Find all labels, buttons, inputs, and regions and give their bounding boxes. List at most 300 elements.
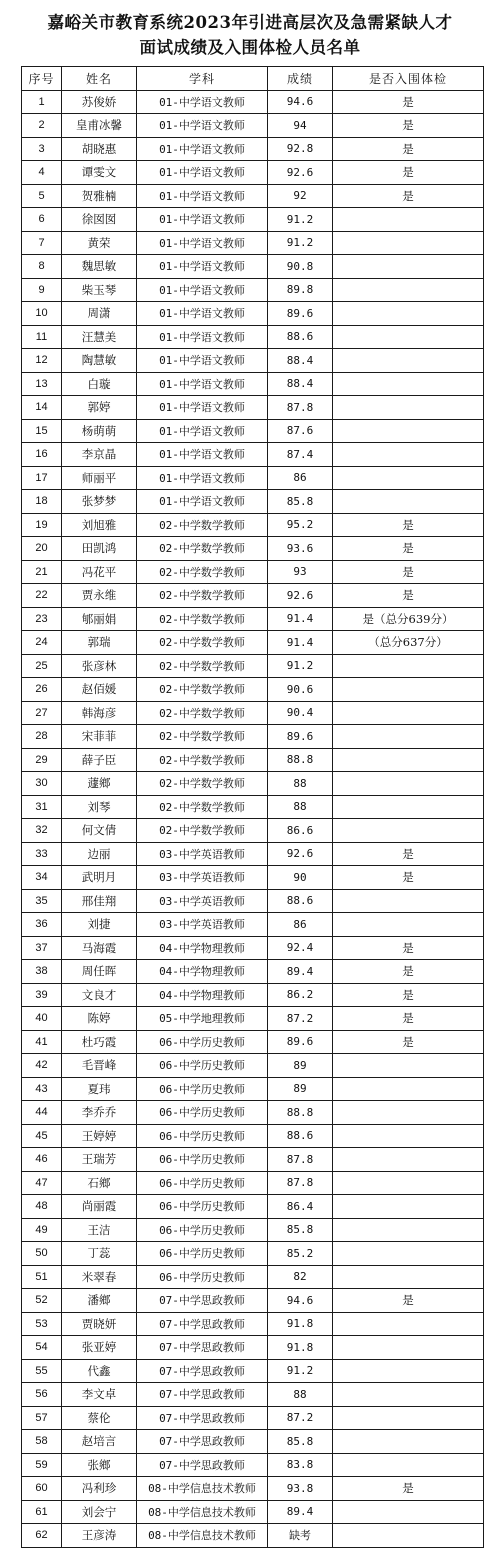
row-score: 94.6 <box>268 90 333 114</box>
row-name: 陈婷 <box>62 1007 137 1031</box>
row-subject: 07-中学思政教师 <box>137 1359 268 1383</box>
table-row <box>22 1524 484 1548</box>
row-index: 42 <box>22 1054 62 1078</box>
row-score: 86 <box>268 913 333 937</box>
row-subject: 02-中学数学教师 <box>137 748 268 772</box>
row-index: 4 <box>22 161 62 185</box>
row-score: 88.8 <box>268 1101 333 1125</box>
table-row <box>22 1289 484 1313</box>
row-subject: 06-中学历史教师 <box>137 1077 268 1101</box>
row-index: 55 <box>22 1359 62 1383</box>
row-index: 52 <box>22 1289 62 1313</box>
row-physical-exam <box>333 1148 484 1172</box>
table-row <box>22 819 484 843</box>
row-name: 王洁 <box>62 1218 137 1242</box>
table-row <box>22 114 484 138</box>
row-index: 56 <box>22 1383 62 1407</box>
row-subject: 01-中学语文教师 <box>137 466 268 490</box>
row-physical-exam: 是 <box>333 1030 484 1054</box>
row-index: 39 <box>22 983 62 1007</box>
row-subject: 06-中学历史教师 <box>137 1030 268 1054</box>
row-score: 88.6 <box>268 1124 333 1148</box>
table-row <box>22 349 484 373</box>
row-subject: 06-中学历史教师 <box>137 1101 268 1125</box>
row-physical-exam: 是 <box>333 1477 484 1501</box>
row-score: 89 <box>268 1054 333 1078</box>
table-row <box>22 1312 484 1336</box>
row-physical-exam <box>333 1265 484 1289</box>
row-subject: 06-中学历史教师 <box>137 1148 268 1172</box>
row-name: 周任晖 <box>62 960 137 984</box>
row-physical-exam <box>333 208 484 232</box>
table-row <box>22 654 484 678</box>
row-name: 文良才 <box>62 983 137 1007</box>
row-score: 90 <box>268 866 333 890</box>
row-physical-exam <box>333 1312 484 1336</box>
row-score: 89.4 <box>268 960 333 984</box>
row-index: 59 <box>22 1453 62 1477</box>
row-name: 石鄉 <box>62 1171 137 1195</box>
row-name: 黄荣 <box>62 231 137 255</box>
row-physical-exam: 是 <box>333 584 484 608</box>
row-score: 91.8 <box>268 1312 333 1336</box>
row-index: 43 <box>22 1077 62 1101</box>
row-physical-exam <box>333 1453 484 1477</box>
row-name: 李京晶 <box>62 443 137 467</box>
row-score: 88.6 <box>268 325 333 349</box>
table-row <box>22 1265 484 1289</box>
row-name: 何文倩 <box>62 819 137 843</box>
table-row <box>22 748 484 772</box>
row-subject: 01-中学语文教师 <box>137 302 268 326</box>
row-name: 宋菲菲 <box>62 725 137 749</box>
row-index: 19 <box>22 513 62 537</box>
row-index: 6 <box>22 208 62 232</box>
row-physical-exam <box>333 490 484 514</box>
row-subject: 01-中学语文教师 <box>137 325 268 349</box>
row-subject: 04-中学物理教师 <box>137 960 268 984</box>
row-physical-exam <box>333 1430 484 1454</box>
table-row <box>22 90 484 114</box>
row-name: 赵佰媛 <box>62 678 137 702</box>
row-subject: 07-中学思政教师 <box>137 1383 268 1407</box>
table-row <box>22 1030 484 1054</box>
row-name: 毛晋峰 <box>62 1054 137 1078</box>
row-physical-exam <box>333 1054 484 1078</box>
table-row <box>22 795 484 819</box>
row-physical-exam <box>333 302 484 326</box>
row-score: 88.4 <box>268 372 333 396</box>
row-name: 郭瑞 <box>62 631 137 655</box>
row-subject: 03-中学英语教师 <box>137 889 268 913</box>
row-index: 17 <box>22 466 62 490</box>
row-subject: 03-中学英语教师 <box>137 842 268 866</box>
row-score: 89.6 <box>268 302 333 326</box>
table-row <box>22 278 484 302</box>
table-row <box>22 1007 484 1031</box>
row-name: 冯利珍 <box>62 1477 137 1501</box>
row-index: 27 <box>22 701 62 725</box>
row-name: 冯花平 <box>62 560 137 584</box>
row-name: 代鑫 <box>62 1359 137 1383</box>
row-name: 郇丽娟 <box>62 607 137 631</box>
row-index: 28 <box>22 725 62 749</box>
row-index: 37 <box>22 936 62 960</box>
row-score: 87.2 <box>268 1406 333 1430</box>
row-name: 潘鄉 <box>62 1289 137 1313</box>
row-index: 32 <box>22 819 62 843</box>
row-subject: 01-中学语文教师 <box>137 278 268 302</box>
row-subject: 02-中学数学教师 <box>137 701 268 725</box>
row-subject: 02-中学数学教师 <box>137 607 268 631</box>
row-index: 5 <box>22 184 62 208</box>
table-row <box>22 1453 484 1477</box>
row-subject: 01-中学语文教师 <box>137 419 268 443</box>
row-physical-exam: 是 <box>333 960 484 984</box>
row-name: 刘会宁 <box>62 1500 137 1524</box>
row-subject: 02-中学数学教师 <box>137 560 268 584</box>
row-physical-exam <box>333 701 484 725</box>
row-score: 92 <box>268 184 333 208</box>
table-row <box>22 631 484 655</box>
table-row <box>22 1054 484 1078</box>
row-index: 41 <box>22 1030 62 1054</box>
row-physical-exam: 是 <box>333 161 484 185</box>
row-subject: 02-中学数学教师 <box>137 772 268 796</box>
row-score: 87.8 <box>268 396 333 420</box>
row-index: 50 <box>22 1242 62 1266</box>
table-row <box>22 607 484 631</box>
row-subject: 01-中学语文教师 <box>137 161 268 185</box>
table-row <box>22 889 484 913</box>
row-index: 35 <box>22 889 62 913</box>
row-index: 15 <box>22 419 62 443</box>
row-physical-exam: 是 <box>333 1289 484 1313</box>
row-name: 汪慧美 <box>62 325 137 349</box>
row-physical-exam <box>333 1124 484 1148</box>
row-score: 89.4 <box>268 1500 333 1524</box>
row-physical-exam: 是 <box>333 137 484 161</box>
row-physical-exam <box>333 772 484 796</box>
row-physical-exam <box>333 678 484 702</box>
row-score: 90.4 <box>268 701 333 725</box>
row-index: 25 <box>22 654 62 678</box>
row-score: 85.8 <box>268 1218 333 1242</box>
table-row <box>22 513 484 537</box>
row-name: 王瑞芳 <box>62 1148 137 1172</box>
table-row <box>22 842 484 866</box>
row-subject: 07-中学思政教师 <box>137 1312 268 1336</box>
row-name: 郭婷 <box>62 396 137 420</box>
row-subject: 07-中学思政教师 <box>137 1430 268 1454</box>
row-name: 王彦涛 <box>62 1524 137 1548</box>
row-subject: 08-中学信息技术教师 <box>137 1477 268 1501</box>
row-name: 夏玮 <box>62 1077 137 1101</box>
row-score: 92.6 <box>268 161 333 185</box>
row-index: 44 <box>22 1101 62 1125</box>
table-row <box>22 1101 484 1125</box>
row-physical-exam <box>333 1171 484 1195</box>
row-physical-exam <box>333 1101 484 1125</box>
row-score: 89.6 <box>268 725 333 749</box>
row-subject: 01-中学语文教师 <box>137 137 268 161</box>
row-score: 91.4 <box>268 631 333 655</box>
row-subject: 08-中学信息技术教师 <box>137 1524 268 1548</box>
row-score: 91.8 <box>268 1336 333 1360</box>
row-index: 40 <box>22 1007 62 1031</box>
table-row <box>22 372 484 396</box>
row-subject: 01-中学语文教师 <box>137 349 268 373</box>
row-name: 杨萌萌 <box>62 419 137 443</box>
row-name: 白璇 <box>62 372 137 396</box>
row-physical-exam <box>333 231 484 255</box>
table-row <box>22 1430 484 1454</box>
row-subject: 06-中学历史教师 <box>137 1054 268 1078</box>
row-subject: 07-中学思政教师 <box>137 1406 268 1430</box>
row-index: 46 <box>22 1148 62 1172</box>
row-index: 30 <box>22 772 62 796</box>
row-subject: 03-中学英语教师 <box>137 866 268 890</box>
row-subject: 01-中学语文教师 <box>137 396 268 420</box>
row-physical-exam: 是 <box>333 560 484 584</box>
row-index: 18 <box>22 490 62 514</box>
row-name: 米翠春 <box>62 1265 137 1289</box>
row-index: 60 <box>22 1477 62 1501</box>
row-index: 3 <box>22 137 62 161</box>
row-score: 92.6 <box>268 842 333 866</box>
row-physical-exam <box>333 1077 484 1101</box>
row-index: 24 <box>22 631 62 655</box>
row-score: 90.6 <box>268 678 333 702</box>
row-score: 85.8 <box>268 1430 333 1454</box>
table-row <box>22 1406 484 1430</box>
row-subject: 04-中学物理教师 <box>137 983 268 1007</box>
row-physical-exam <box>333 819 484 843</box>
row-subject: 02-中学数学教师 <box>137 654 268 678</box>
row-subject: 06-中学历史教师 <box>137 1265 268 1289</box>
table-row <box>22 208 484 232</box>
row-index: 34 <box>22 866 62 890</box>
row-score: 缺考 <box>268 1524 333 1548</box>
row-name: 谭雯文 <box>62 161 137 185</box>
table-row <box>22 1124 484 1148</box>
row-index: 36 <box>22 913 62 937</box>
row-score: 91.4 <box>268 607 333 631</box>
row-name: 胡晓惠 <box>62 137 137 161</box>
row-score: 82 <box>268 1265 333 1289</box>
row-subject: 02-中学数学教师 <box>137 819 268 843</box>
row-subject: 02-中学数学教师 <box>137 537 268 561</box>
row-name: 柴玉琴 <box>62 278 137 302</box>
row-score: 92.4 <box>268 936 333 960</box>
row-score: 90.8 <box>268 255 333 279</box>
row-subject: 02-中学数学教师 <box>137 795 268 819</box>
row-index: 48 <box>22 1195 62 1219</box>
row-score: 89.8 <box>268 278 333 302</box>
table-row <box>22 490 484 514</box>
row-physical-exam: 是 <box>333 114 484 138</box>
row-physical-exam <box>333 654 484 678</box>
header-index: 序号 <box>22 67 62 91</box>
row-subject: 01-中学语文教师 <box>137 372 268 396</box>
row-score: 85.2 <box>268 1242 333 1266</box>
row-physical-exam <box>333 1500 484 1524</box>
row-index: 38 <box>22 960 62 984</box>
row-score: 86.6 <box>268 819 333 843</box>
row-score: 85.8 <box>268 490 333 514</box>
row-physical-exam <box>333 1336 484 1360</box>
row-subject: 02-中学数学教师 <box>137 725 268 749</box>
row-subject: 07-中学思政教师 <box>137 1289 268 1313</box>
table-row <box>22 1077 484 1101</box>
row-subject: 03-中学英语教师 <box>137 913 268 937</box>
row-physical-exam <box>333 889 484 913</box>
row-index: 53 <box>22 1312 62 1336</box>
row-subject: 02-中学数学教师 <box>137 513 268 537</box>
table-row <box>22 866 484 890</box>
table-row <box>22 1171 484 1195</box>
row-score: 95.2 <box>268 513 333 537</box>
row-index: 12 <box>22 349 62 373</box>
row-score: 87.8 <box>268 1148 333 1172</box>
row-index: 26 <box>22 678 62 702</box>
row-physical-exam <box>333 795 484 819</box>
row-name: 武明月 <box>62 866 137 890</box>
row-index: 2 <box>22 114 62 138</box>
row-physical-exam <box>333 1359 484 1383</box>
row-index: 57 <box>22 1406 62 1430</box>
table-row <box>22 396 484 420</box>
row-physical-exam: 是 <box>333 90 484 114</box>
row-subject: 01-中学语文教师 <box>137 231 268 255</box>
row-subject: 02-中学数学教师 <box>137 631 268 655</box>
row-subject: 04-中学物理教师 <box>137 936 268 960</box>
row-name: 李文卓 <box>62 1383 137 1407</box>
row-index: 58 <box>22 1430 62 1454</box>
table-row <box>22 302 484 326</box>
table-body <box>22 90 484 1547</box>
row-subject: 01-中学语文教师 <box>137 114 268 138</box>
row-subject: 07-中学思政教师 <box>137 1336 268 1360</box>
row-subject: 06-中学历史教师 <box>137 1124 268 1148</box>
row-index: 47 <box>22 1171 62 1195</box>
row-subject: 01-中学语文教师 <box>137 490 268 514</box>
row-score: 92.6 <box>268 584 333 608</box>
table-row <box>22 584 484 608</box>
row-name: 张梦梦 <box>62 490 137 514</box>
row-name: 邢佳翔 <box>62 889 137 913</box>
table-row <box>22 960 484 984</box>
table-row <box>22 443 484 467</box>
row-physical-exam: 是 <box>333 1007 484 1031</box>
table-row <box>22 1195 484 1219</box>
row-name: 李乔乔 <box>62 1101 137 1125</box>
row-score: 93 <box>268 560 333 584</box>
row-index: 29 <box>22 748 62 772</box>
row-physical-exam <box>333 466 484 490</box>
row-name: 周潇 <box>62 302 137 326</box>
table-row <box>22 1359 484 1383</box>
table-row <box>22 161 484 185</box>
document-subtitle: 面试成绩及入围体检人员名单 <box>139 38 361 57</box>
table-row <box>22 1242 484 1266</box>
row-name: 刘琴 <box>62 795 137 819</box>
row-score: 91.2 <box>268 208 333 232</box>
row-name: 韩海彦 <box>62 701 137 725</box>
row-physical-exam <box>333 255 484 279</box>
row-score: 87.4 <box>268 443 333 467</box>
row-score: 86.4 <box>268 1195 333 1219</box>
row-physical-exam <box>333 725 484 749</box>
row-score: 91.2 <box>268 654 333 678</box>
row-score: 88 <box>268 795 333 819</box>
row-physical-exam: 是 <box>333 983 484 1007</box>
row-index: 10 <box>22 302 62 326</box>
row-subject: 06-中学历史教师 <box>137 1195 268 1219</box>
row-subject: 01-中学语文教师 <box>137 255 268 279</box>
row-score: 88.8 <box>268 748 333 772</box>
row-name: 薛子臣 <box>62 748 137 772</box>
row-index: 22 <box>22 584 62 608</box>
row-index: 61 <box>22 1500 62 1524</box>
row-index: 11 <box>22 325 62 349</box>
row-name: 张彦林 <box>62 654 137 678</box>
row-score: 91.2 <box>268 231 333 255</box>
row-physical-exam <box>333 913 484 937</box>
table-row <box>22 537 484 561</box>
row-physical-exam: 是 <box>333 513 484 537</box>
table-row <box>22 678 484 702</box>
row-score: 83.8 <box>268 1453 333 1477</box>
row-physical-exam <box>333 278 484 302</box>
row-physical-exam <box>333 325 484 349</box>
header-name: 姓名 <box>62 67 137 91</box>
row-physical-exam <box>333 1195 484 1219</box>
row-index: 54 <box>22 1336 62 1360</box>
row-physical-exam <box>333 1218 484 1242</box>
table-row <box>22 772 484 796</box>
table-row <box>22 983 484 1007</box>
row-index: 14 <box>22 396 62 420</box>
row-score: 86.2 <box>268 983 333 1007</box>
table-row <box>22 1477 484 1501</box>
row-name: 贾永维 <box>62 584 137 608</box>
row-name: 皇甫冰馨 <box>62 114 137 138</box>
row-score: 91.2 <box>268 1359 333 1383</box>
row-name: 尚丽霞 <box>62 1195 137 1219</box>
row-index: 21 <box>22 560 62 584</box>
row-name: 陶慧敏 <box>62 349 137 373</box>
row-index: 8 <box>22 255 62 279</box>
row-score: 93.6 <box>268 537 333 561</box>
row-physical-exam <box>333 349 484 373</box>
row-name: 田凯鸿 <box>62 537 137 561</box>
row-subject: 08-中学信息技术教师 <box>137 1500 268 1524</box>
row-index: 45 <box>22 1124 62 1148</box>
table-row <box>22 560 484 584</box>
row-physical-exam: （总分637分） <box>333 631 484 655</box>
row-index: 7 <box>22 231 62 255</box>
row-score: 87.8 <box>268 1171 333 1195</box>
row-score: 94 <box>268 114 333 138</box>
row-subject: 06-中学历史教师 <box>137 1218 268 1242</box>
row-index: 49 <box>22 1218 62 1242</box>
row-name: 刘捷 <box>62 913 137 937</box>
table-row <box>22 137 484 161</box>
row-score: 87.2 <box>268 1007 333 1031</box>
row-index: 1 <box>22 90 62 114</box>
row-physical-exam: 是（总分639分） <box>333 607 484 631</box>
